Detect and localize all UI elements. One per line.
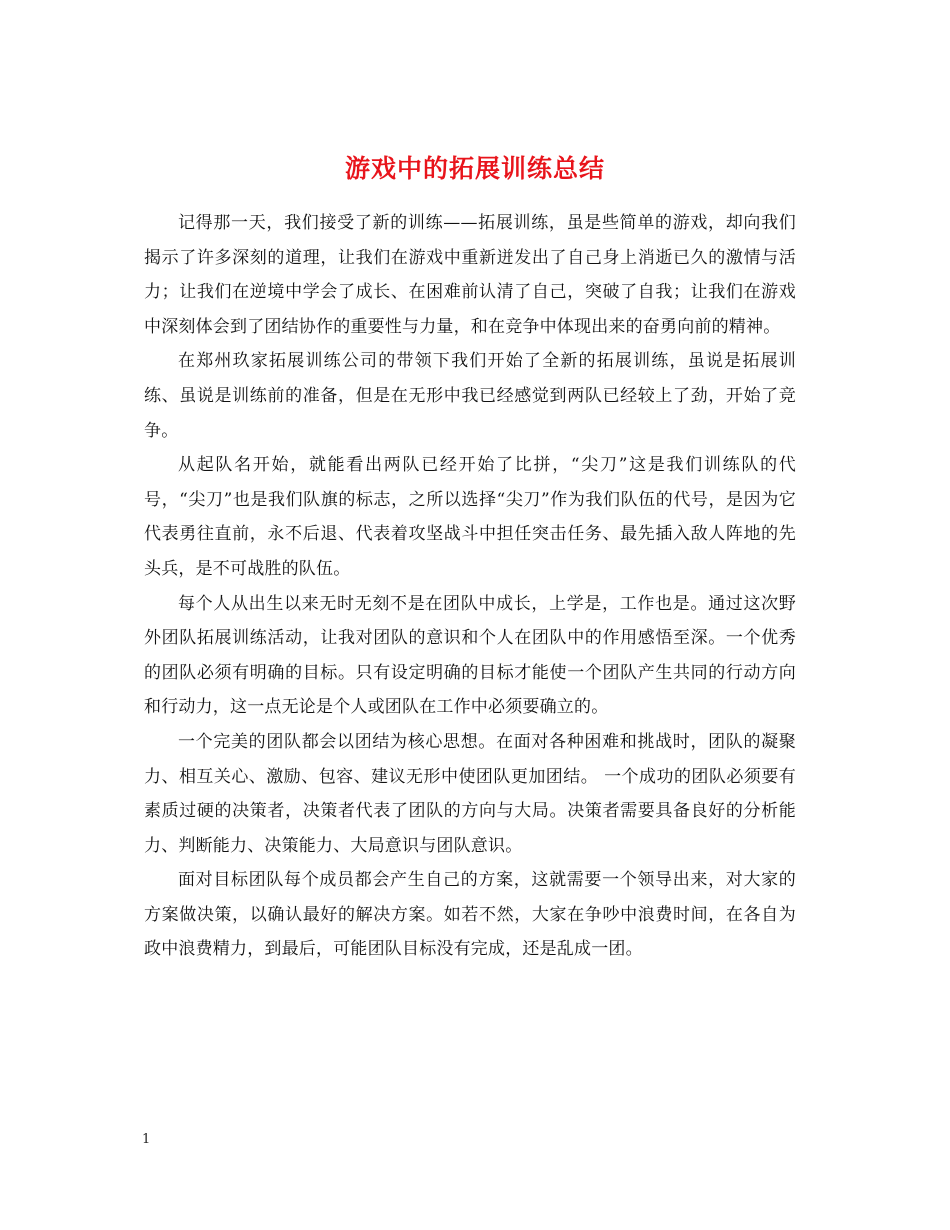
paragraph-3: 从起队名开始，就能看出两队已经开始了比拼，“尖刀”这是我们训练队的代号，“尖刀”也是我们队旗的标志，之所以选择“尖刀”作为我们队伍的代号，是因为它代表勇往直前，永不后退、代表着攻坚战斗中担任突击任务、最先插入敌人阵地的先头兵，是不可战胜的队伍。 [144,455,796,579]
document-body [144,206,796,967]
paragraph-4: 每个人从出生以来无时无刻不是在团队中成长，上学是，工作也是。通过这次野外团队拓展训练活动，让我对团队的意识和个人在团队中的作用感悟至深。一个优秀的团队必须有明确的目标。只有设定明确的目标才能使一个团队产生共同的行动方向和行动力，这一点无论是个人或团队在工作中必须要确立的。 [144,593,796,718]
paragraph-6: 面对目标团队每个成员都会产生自己的方案，这就需要一个领导出来，对大家的方案做决策，以确认最好的解决方案。如若不然，大家在争吵中浪费时间，在各自为政中浪费精力，到最后，可能团队目标没有完成，还是乱成一团。 [144,870,796,960]
document-title: 游戏中的拓展训练总结 [344,153,605,183]
paragraph-1: 记得那一天，我们接受了新的训练——拓展训练，虽是些简单的游戏，却向我们揭示了许多深刻的道理，让我们在游戏中重新迸发出了自己身上消逝已久的激情与活力；让我们在逆境中学会了成长、在困难前认清了自己，突破了自我；让我们在游戏中深刻体会到了团结协作的重要性与力量，和在竞争中体现出来的奋勇向前的精神。 [144,213,796,337]
paragraph-2: 在郑州玖家拓展训练公司的带领下我们开始了全新的拓展训练，虽说是拓展训练、虽说是训练前的准备，但是在无形中我已经感觉到两队已经较上了劲，开始了竞争。 [144,351,796,441]
page-number: 1 [142,1132,151,1147]
paragraph-5: 一个完美的团队都会以团结为核心思想。在面对各种困难和挑战时，团队的凝聚力、相互关心、激励、包容、建议无形中使团队更加团结。 一个成功的团队必须要有素质过硬的决策者，决策者代表了团队的方向与大局。决策者需要具备良好的分析能力、判断能力、决策能力、大局意识与团队意识。 [144,731,796,856]
